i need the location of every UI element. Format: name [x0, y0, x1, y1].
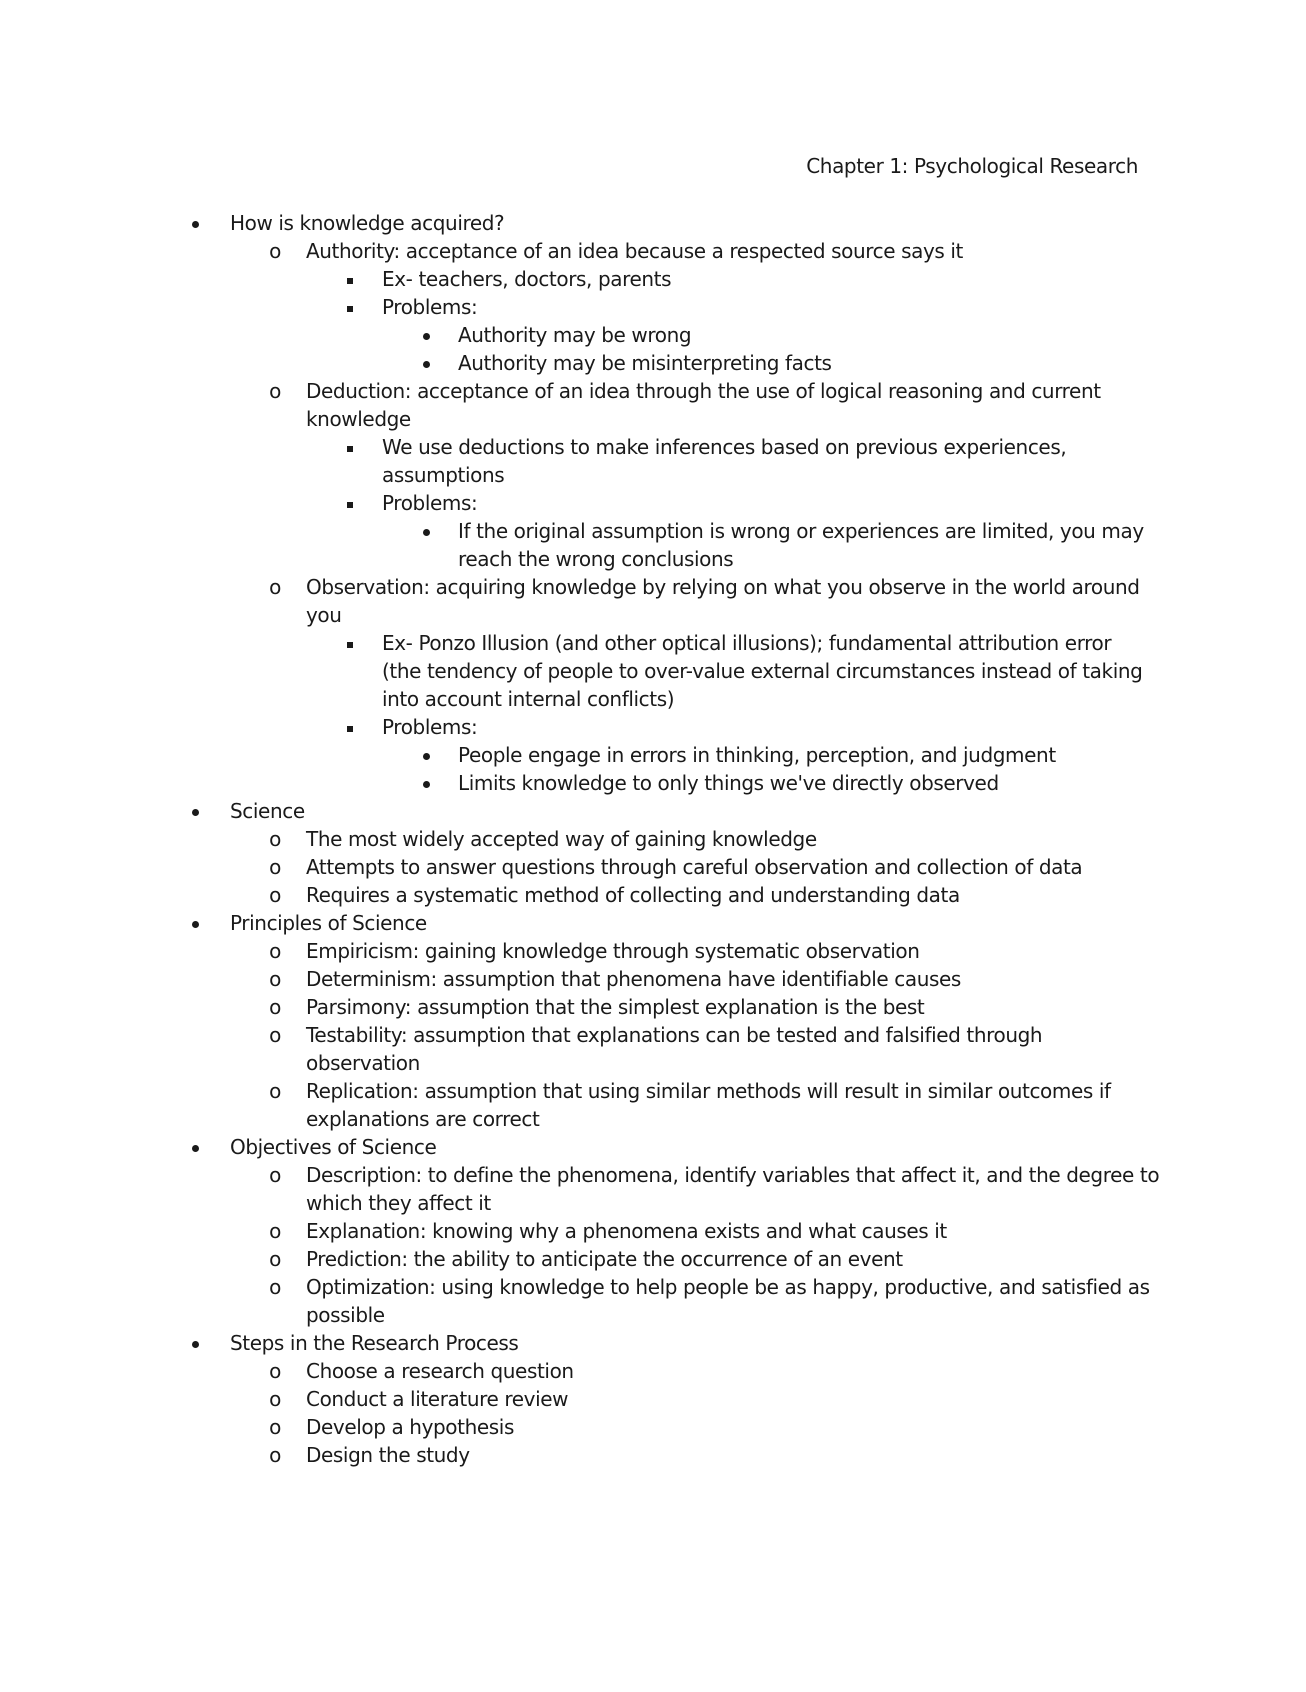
filled-circle-icon — [423, 333, 430, 340]
bullet-circle-icon: o — [269, 1359, 281, 1383]
filled-circle-icon — [192, 1341, 199, 1348]
outline-item-text: Attempts to answer questions through careful observation and collection of data — [306, 855, 1083, 879]
outline-item-level-3 — [0, 433, 1306, 461]
outline-item-level-2 — [0, 965, 1306, 993]
bullet-square-icon — [340, 265, 360, 293]
page-header-title: Chapter 1: Psychological Research — [806, 154, 1138, 178]
filled-circle-icon — [192, 809, 199, 816]
bullet-dot-icon — [185, 909, 205, 937]
outline-item-text: possible — [306, 1303, 385, 1327]
outline-item-level-3 — [0, 713, 1306, 741]
outline-item-text: Principles of Science — [230, 911, 427, 935]
bullet-circle-icon: o — [269, 1247, 281, 1271]
outline-item-text: People engage in errors in thinking, perception, and judgment — [458, 743, 1056, 767]
outline-item-text: Explanation: knowing why a phenomena exists and what causes it — [306, 1219, 947, 1243]
outline-line-continuation — [0, 1189, 1306, 1217]
outline-item-text: observation — [306, 1051, 420, 1075]
outline-item-text: If the original assumption is wrong or experiences are limited, you may — [458, 519, 1144, 543]
bullet-circle-icon: o — [269, 1023, 281, 1047]
outline-item-text: Conduct a literature review — [306, 1387, 569, 1411]
outline-item-text: Ex- Ponzo Illusion (and other optical illusions); fundamental attribution error — [382, 631, 1112, 655]
bullet-circle-icon: o — [269, 379, 281, 403]
outline-item-level-2 — [0, 1021, 1306, 1049]
filled-circle-icon — [423, 361, 430, 368]
outline-item-text: you — [306, 603, 342, 627]
outline-item-level-2 — [0, 573, 1306, 601]
outline-item-text: Problems: — [382, 491, 478, 515]
outline-line-continuation — [0, 1301, 1306, 1329]
outline-item-text: Prediction: the ability to anticipate the occurrence of an event — [306, 1247, 903, 1271]
outline-item-level-3 — [0, 265, 1306, 293]
bullet-circle-icon: o — [269, 1163, 281, 1187]
filled-circle-icon — [423, 529, 430, 536]
outline-item-text: Determinism: assumption that phenomena have identifiable causes — [306, 967, 961, 991]
outline-item-level-4 — [0, 517, 1306, 545]
bullet-dot-icon — [185, 209, 205, 237]
bullet-square-icon — [340, 629, 360, 657]
outline-item-level-4 — [0, 741, 1306, 769]
bullet-dot-icon — [416, 769, 436, 797]
outline-item-level-2 — [0, 1161, 1306, 1189]
outline-item-level-2 — [0, 237, 1306, 265]
outline-item-level-4 — [0, 321, 1306, 349]
outline-item-level-2 — [0, 993, 1306, 1021]
outline-item-level-2 — [0, 1385, 1306, 1413]
outline-item-text: Objectives of Science — [230, 1135, 437, 1159]
outline-line-continuation — [0, 545, 1306, 573]
outline-item-level-2 — [0, 825, 1306, 853]
outline-item-level-2 — [0, 1413, 1306, 1441]
bullet-circle-icon: o — [269, 1387, 281, 1411]
bullet-circle-icon: o — [269, 827, 281, 851]
outline-line-continuation — [0, 461, 1306, 489]
bullet-square-icon — [340, 293, 360, 321]
outline-item-level-2 — [0, 1273, 1306, 1301]
outline-item-text: Description: to define the phenomena, identify variables that affect it, and the degree to — [306, 1163, 1160, 1187]
outline-item-level-1 — [0, 909, 1306, 937]
outline-item-text: knowledge — [306, 407, 411, 431]
outline-item-level-2 — [0, 1245, 1306, 1273]
notes-outline — [0, 209, 1306, 1469]
bullet-square-icon — [340, 489, 360, 517]
bullet-dot-icon — [185, 1329, 205, 1357]
bullet-dot-icon — [416, 741, 436, 769]
outline-item-text: into account internal conflicts) — [382, 687, 675, 711]
outline-item-text: Science — [230, 799, 305, 823]
outline-item-level-3 — [0, 293, 1306, 321]
outline-item-text: Limits knowledge to only things we've directly observed — [458, 771, 999, 795]
bullet-circle-icon: o — [269, 239, 281, 263]
outline-item-level-2 — [0, 1357, 1306, 1385]
outline-item-text: Steps in the Research Process — [230, 1331, 519, 1355]
outline-line-continuation — [0, 685, 1306, 713]
filled-square-icon — [347, 446, 353, 452]
outline-line-continuation — [0, 601, 1306, 629]
bullet-dot-icon — [185, 797, 205, 825]
filled-square-icon — [347, 726, 353, 732]
outline-item-level-4 — [0, 769, 1306, 797]
bullet-circle-icon: o — [269, 1443, 281, 1467]
outline-item-text: (the tendency of people to over-value external circumstances instead of taking — [382, 659, 1143, 683]
outline-item-level-1 — [0, 797, 1306, 825]
filled-circle-icon — [192, 921, 199, 928]
outline-item-text: Requires a systematic method of collecting and understanding data — [306, 883, 960, 907]
bullet-dot-icon — [185, 1133, 205, 1161]
outline-item-level-2 — [0, 1441, 1306, 1469]
bullet-dot-icon — [416, 321, 436, 349]
bullet-dot-icon — [416, 517, 436, 545]
outline-item-level-2 — [0, 1217, 1306, 1245]
outline-item-text: We use deductions to make inferences based on previous experiences, — [382, 435, 1067, 459]
bullet-circle-icon: o — [269, 855, 281, 879]
filled-circle-icon — [192, 221, 199, 228]
outline-item-text: assumptions — [382, 463, 505, 487]
bullet-dot-icon — [416, 349, 436, 377]
outline-item-level-2 — [0, 853, 1306, 881]
outline-item-text: The most widely accepted way of gaining knowledge — [306, 827, 817, 851]
bullet-circle-icon: o — [269, 1219, 281, 1243]
outline-line-continuation — [0, 405, 1306, 433]
outline-item-text: Problems: — [382, 295, 478, 319]
bullet-circle-icon: o — [269, 883, 281, 907]
bullet-circle-icon: o — [269, 939, 281, 963]
outline-item-level-2 — [0, 1077, 1306, 1105]
outline-item-text: Develop a hypothesis — [306, 1415, 514, 1439]
outline-item-text: Authority may be wrong — [458, 323, 692, 347]
bullet-circle-icon: o — [269, 1275, 281, 1299]
outline-item-level-3 — [0, 629, 1306, 657]
filled-circle-icon — [423, 753, 430, 760]
outline-item-text: Observation: acquiring knowledge by relying on what you observe in the world around — [306, 575, 1140, 599]
outline-item-text: Optimization: using knowledge to help people be as happy, productive, and satisfied as — [306, 1275, 1150, 1299]
outline-item-text: Deduction: acceptance of an idea through the use of logical reasoning and current — [306, 379, 1101, 403]
bullet-circle-icon: o — [269, 1079, 281, 1103]
outline-item-text: Empiricism: gaining knowledge through systematic observation — [306, 939, 920, 963]
filled-square-icon — [347, 502, 353, 508]
filled-square-icon — [347, 642, 353, 648]
outline-line-continuation — [0, 1105, 1306, 1133]
outline-item-level-1 — [0, 1329, 1306, 1357]
outline-item-text: reach the wrong conclusions — [458, 547, 734, 571]
bullet-circle-icon: o — [269, 995, 281, 1019]
outline-item-text: How is knowledge acquired? — [230, 211, 505, 235]
outline-item-text: Authority may be misinterpreting facts — [458, 351, 832, 375]
outline-item-text: Design the study — [306, 1443, 470, 1467]
outline-line-continuation — [0, 1049, 1306, 1077]
outline-item-text: Authority: acceptance of an idea because a respected source says it — [306, 239, 963, 263]
outline-line-continuation — [0, 657, 1306, 685]
bullet-circle-icon: o — [269, 575, 281, 599]
outline-item-text: Parsimony: assumption that the simplest explanation is the best — [306, 995, 925, 1019]
outline-item-level-2 — [0, 881, 1306, 909]
outline-item-text: Replication: assumption that using similar methods will result in similar outcomes if — [306, 1079, 1111, 1103]
outline-item-text: explanations are correct — [306, 1107, 540, 1131]
outline-item-text: which they affect it — [306, 1191, 491, 1215]
outline-item-text: Testability: assumption that explanations can be tested and falsified through — [306, 1023, 1043, 1047]
filled-square-icon — [347, 278, 353, 284]
bullet-square-icon — [340, 713, 360, 741]
filled-circle-icon — [192, 1145, 199, 1152]
outline-item-text: Choose a research question — [306, 1359, 574, 1383]
outline-item-level-1 — [0, 209, 1306, 237]
outline-item-level-1 — [0, 1133, 1306, 1161]
outline-item-level-2 — [0, 377, 1306, 405]
outline-item-level-2 — [0, 937, 1306, 965]
filled-square-icon — [347, 306, 353, 312]
bullet-circle-icon: o — [269, 1415, 281, 1439]
outline-item-text: Problems: — [382, 715, 478, 739]
bullet-square-icon — [340, 433, 360, 461]
filled-circle-icon — [423, 781, 430, 788]
bullet-circle-icon: o — [269, 967, 281, 991]
outline-item-text: Ex- teachers, doctors, parents — [382, 267, 672, 291]
outline-item-level-4 — [0, 349, 1306, 377]
outline-item-level-3 — [0, 489, 1306, 517]
